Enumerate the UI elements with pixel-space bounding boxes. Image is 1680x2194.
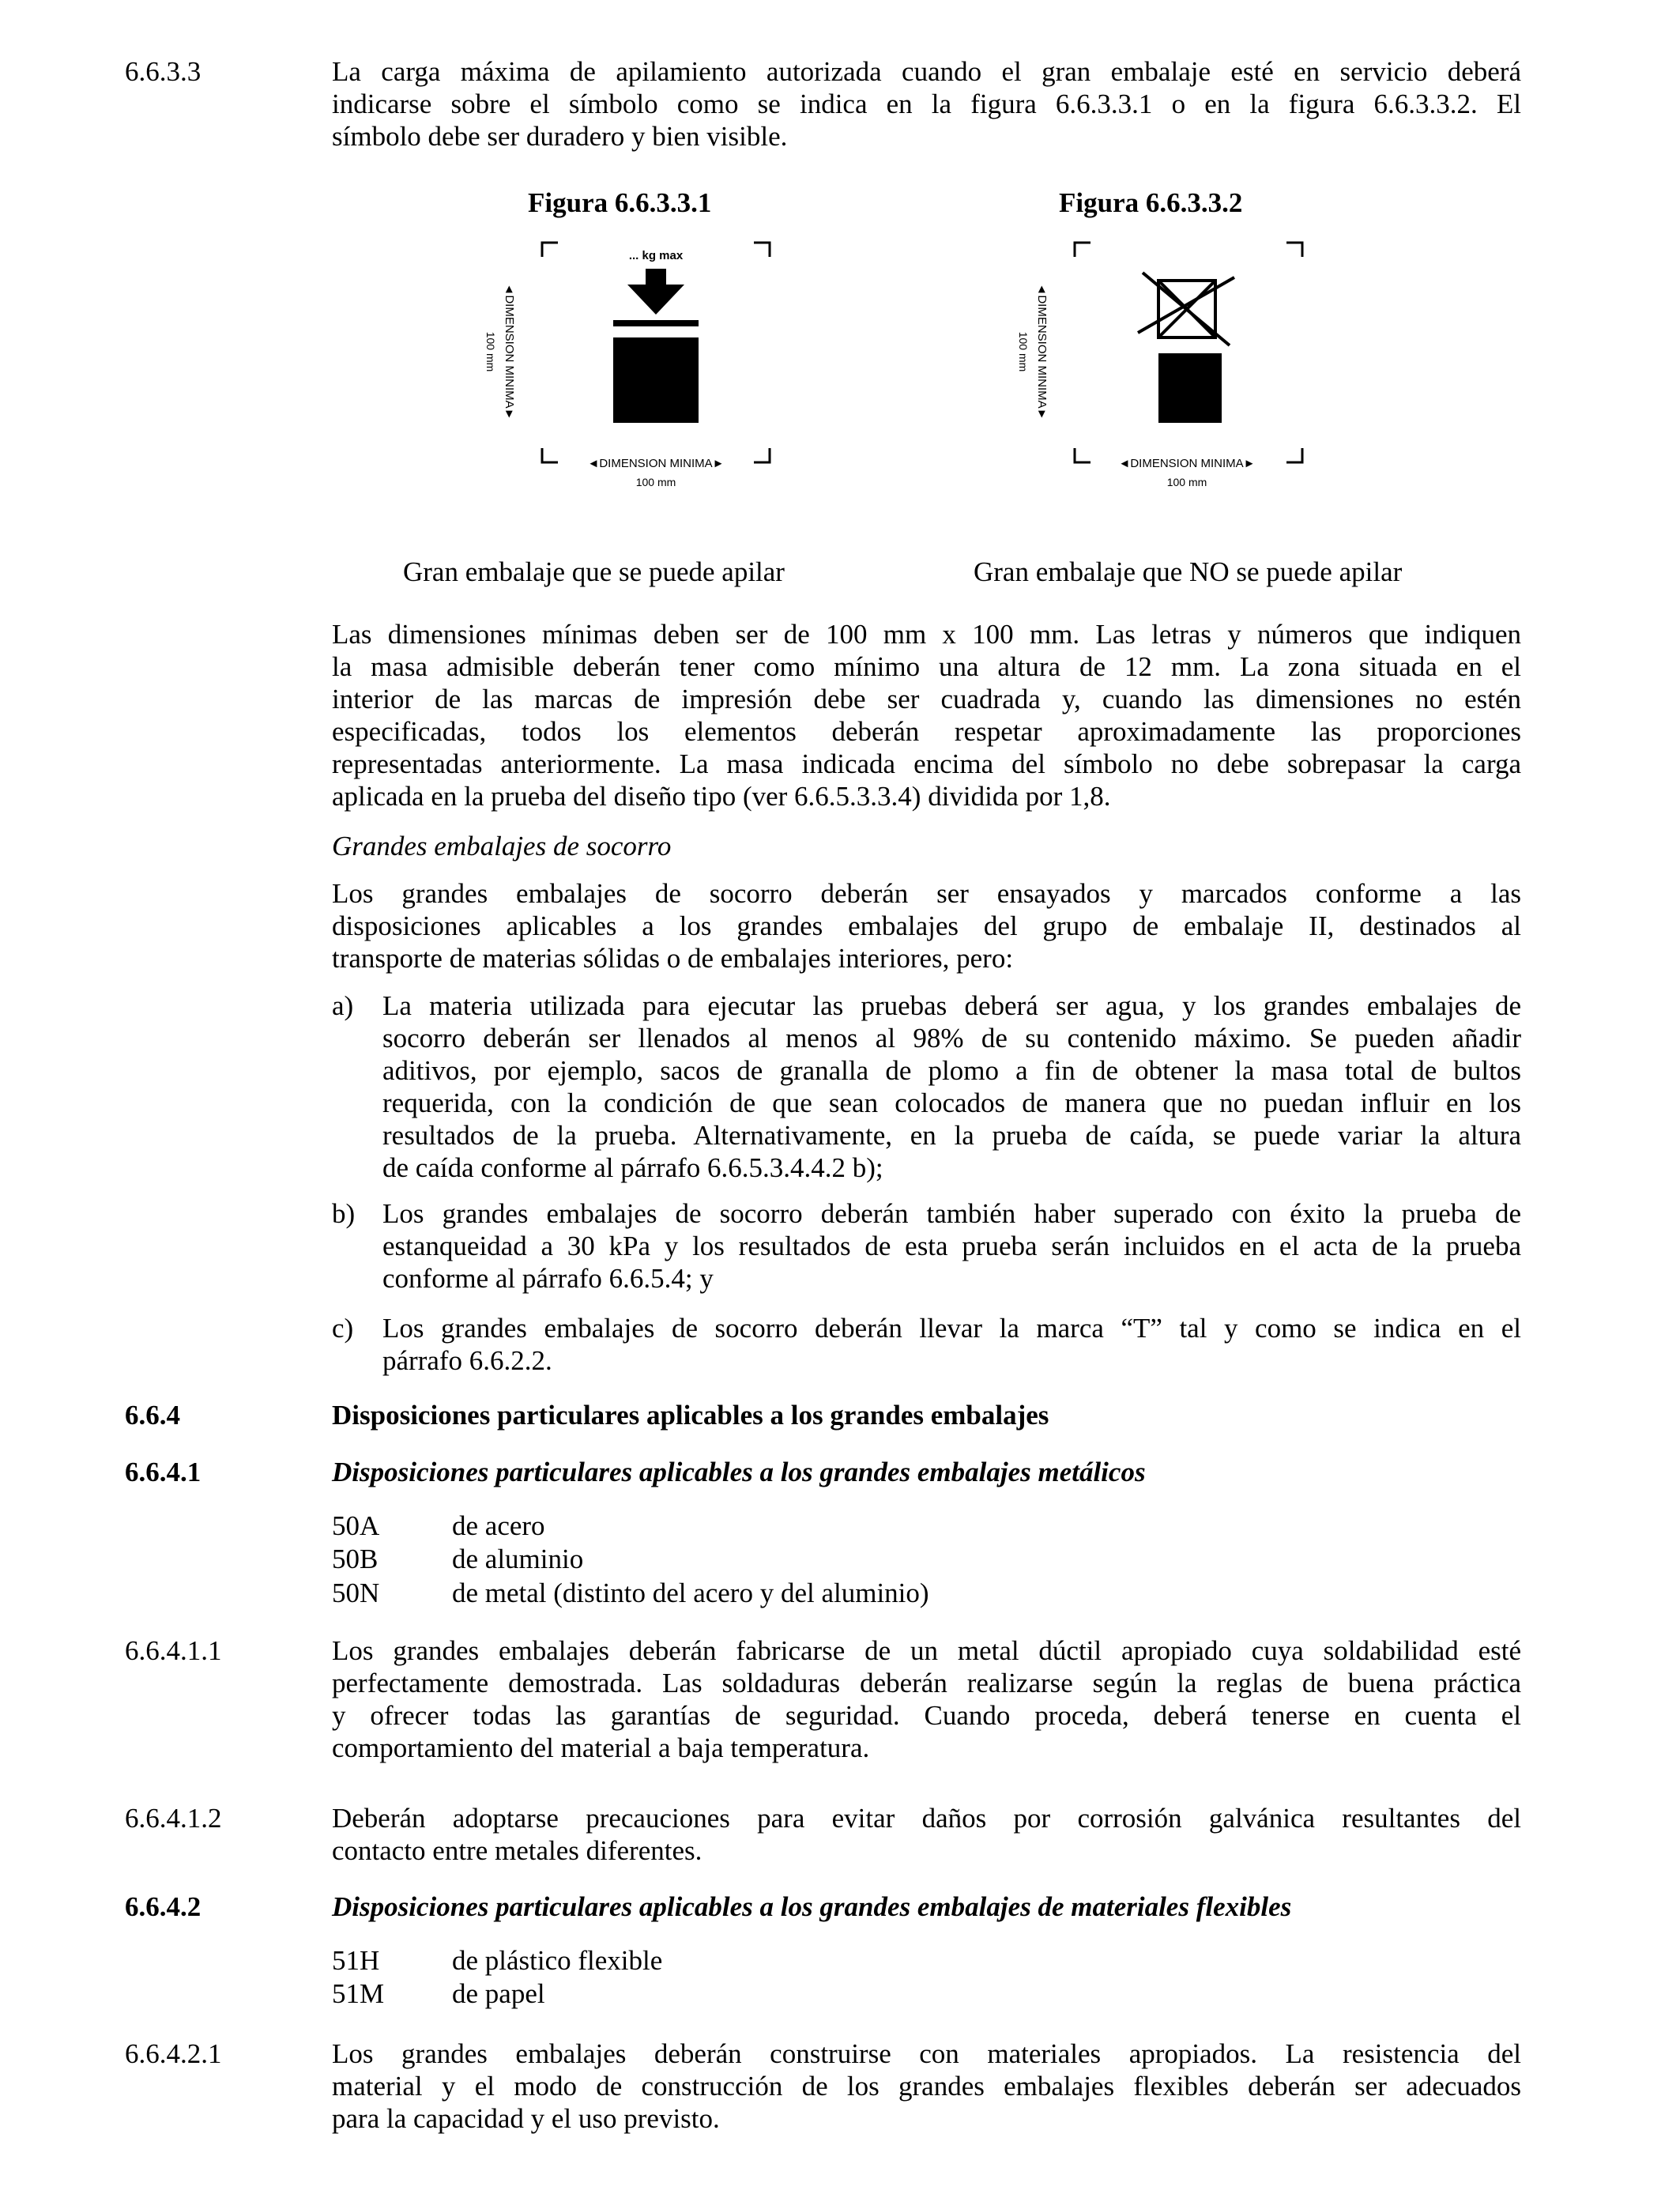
section-6633-text	[332, 55, 1521, 153]
code: 51M	[332, 1978, 385, 2009]
dimension-value: 100 mm	[635, 476, 676, 488]
text-line: y ofrecer todas las garantías de seguridad. Cuando proceda, deberá tenerse en cuenta el	[332, 1700, 1521, 1731]
code: 50B	[332, 1544, 379, 1574]
section-66411-text	[332, 1634, 1521, 1764]
dimension-value-vertical: 100 mm	[484, 331, 497, 372]
section-number-6642: 6.6.4.2	[125, 1891, 202, 1922]
dimension-value: 100 mm	[1166, 476, 1207, 488]
text-line: indicarse sobre el símbolo como se indica en la figura 6.6.3.3.1 o en la figura 6.6.3.3.2. El	[332, 89, 1521, 119]
text-line: transporte de materias sólidas o de embalajes interiores, pero:	[332, 943, 1014, 974]
text-line: representadas anteriormente. La masa indicada encima del símbolo no debe sobrepasar la carga	[332, 748, 1521, 779]
section-6642-title: Disposiciones particulares aplicables a los grandes embalajes de materiales flexibles	[332, 1891, 1292, 1922]
text-line: aditivos, por ejemplo, sacos de granalla de plomo a fin de obtener la masa total de bultos	[382, 1055, 1521, 1086]
section-664-title: Disposiciones particulares aplicables a los grandes embalajes	[332, 1400, 1049, 1431]
section-number-664: 6.6.4	[125, 1400, 180, 1431]
section-6641-title: Disposiciones particulares aplicables a los grandes embalajes metálicos	[332, 1457, 1146, 1487]
code-description: de papel	[452, 1978, 545, 2009]
text-line: Los grandes embalajes de socorro deberán ser ensayados y marcados conforme a las	[332, 878, 1521, 909]
list-item-label: b)	[332, 1198, 356, 1229]
text-line: contacto entre metales diferentes.	[332, 1835, 703, 1866]
dimension-label: ◄DIMENSION MINIMA►	[1118, 457, 1256, 470]
text-line: La materia utilizada para ejecutar las pruebas deberá ser agua, y los grandes embalajes de	[382, 990, 1521, 1021]
text-line: interior de las marcas de impresión debe ser cuadrada y, cuando las dimensiones no estén	[332, 684, 1521, 714]
text-line: aplicada en la prueba del diseño tipo (ver 6.6.5.3.3.4) dividida por 1,8.	[332, 781, 1111, 812]
figure-2-non-stackable-symbol	[1004, 233, 1320, 494]
text-line: para la capacidad y el uso previsto.	[332, 2103, 720, 2134]
section-number-66421: 6.6.4.2.1	[125, 2038, 222, 2069]
figure-1-stackable-symbol	[466, 233, 782, 494]
text-line: socorro deberán ser llenados al menos al 98% de su contenido máximo. Se pueden añadir	[382, 1023, 1521, 1054]
text-line: Los grandes embalajes deberán construirse con materiales apropiados. La resistencia del	[332, 2038, 1521, 2069]
text-line: material y el modo de construcción de los grandes embalajes flexibles deberán ser adecuados	[332, 2071, 1521, 2102]
text-line: Las dimensiones mínimas deben ser de 100 mm x 100 mm. Las letras y números que indiquen	[332, 619, 1521, 650]
list-item-label: c)	[332, 1313, 354, 1344]
text-line: perfectamente demostrada. Las soldaduras deberán realizarse según la reglas de buena práctica	[332, 1668, 1521, 1698]
code: 50A	[332, 1510, 380, 1541]
figure-1-title: Figura 6.6.3.3.1	[528, 187, 712, 218]
text-line: de caída conforme al párrafo 6.6.5.3.4.4.2 b);	[382, 1152, 883, 1183]
text-line: resultados de la prueba. Alternativamente, en la prueba de caída, se puede variar la altura	[382, 1120, 1521, 1151]
figure-2-caption: Gran embalaje que NO se puede apilar	[974, 556, 1403, 587]
text-line: especificadas, todos los elementos deberán respetar aproximadamente las proporciones	[332, 716, 1521, 747]
figure-2-title: Figura 6.6.3.3.2	[1059, 187, 1243, 218]
text-line: párrafo 6.6.2.2.	[382, 1345, 552, 1376]
list-item-label: a)	[332, 990, 354, 1021]
text-line: Deberán adoptarse precauciones para evitar daños por corrosión galvánica resultantes del	[332, 1803, 1521, 1834]
code-description: de acero	[452, 1510, 545, 1541]
code: 51H	[332, 1945, 380, 1976]
text-line: conforme al párrafo 6.6.5.4; y	[382, 1263, 714, 1294]
dimension-label: ◄DIMENSION MINIMA►	[587, 457, 725, 470]
section-number-66411: 6.6.4.1.1	[125, 1635, 222, 1666]
text-line: requerida, con la condición de que sean colocados de manera que no puedan influir en los	[382, 1088, 1521, 1118]
dimension-label-vertical: ◄DIMENSION MINIMA►	[1035, 283, 1049, 420]
section-number-6641: 6.6.4.1	[125, 1457, 202, 1487]
socorro-paragraph	[332, 877, 1521, 974]
text-line: Los grandes embalajes de socorro deberán llevar la marca “T” tal y como se indica en el	[382, 1313, 1521, 1344]
text-line: la masa admisible deberán tener como mínimo una altura de 12 mm. La zona situada en el	[332, 651, 1521, 682]
kg-max-label: ... kg max	[628, 249, 684, 262]
section-66421-text	[332, 2038, 1521, 2135]
text-line: símbolo debe ser duradero y bien visible.	[332, 121, 788, 152]
text-line: Los grandes embalajes deberán fabricarse de un metal dúctil apropiado cuya soldabilidad esté	[332, 1635, 1521, 1666]
dimension-label-vertical: ◄DIMENSION MINIMA►	[503, 283, 516, 420]
code-description: de aluminio	[452, 1544, 584, 1574]
dimension-value-vertical: 100 mm	[1017, 331, 1030, 372]
socorro-heading: Grandes embalajes de socorro	[332, 831, 672, 861]
code-description: de plástico flexible	[452, 1945, 663, 1976]
dimensions-paragraph	[332, 618, 1521, 812]
text-line: comportamiento del material a baja temperatura.	[332, 1732, 870, 1763]
figure-1-caption: Gran embalaje que se puede apilar	[403, 556, 785, 587]
section-number-6633: 6.6.3.3	[125, 56, 202, 87]
code-description: de metal (distinto del acero y del aluminio)	[452, 1578, 929, 1608]
section-66412-text	[332, 1802, 1521, 1867]
text-line: La carga máxima de apilamiento autorizada cuando el gran embalaje esté en servicio deberá	[332, 56, 1521, 87]
section-number-66412: 6.6.4.1.2	[125, 1803, 222, 1834]
text-line: estanqueidad a 30 kPa y los resultados de esta prueba serán incluidos en el acta de la prueba	[382, 1231, 1521, 1261]
text-line: Los grandes embalajes de socorro deberán también haber superado con éxito la prueba de	[382, 1198, 1521, 1229]
text-line: disposiciones aplicables a los grandes embalajes del grupo de embalaje II, destinados al	[332, 910, 1521, 941]
code: 50N	[332, 1578, 380, 1608]
